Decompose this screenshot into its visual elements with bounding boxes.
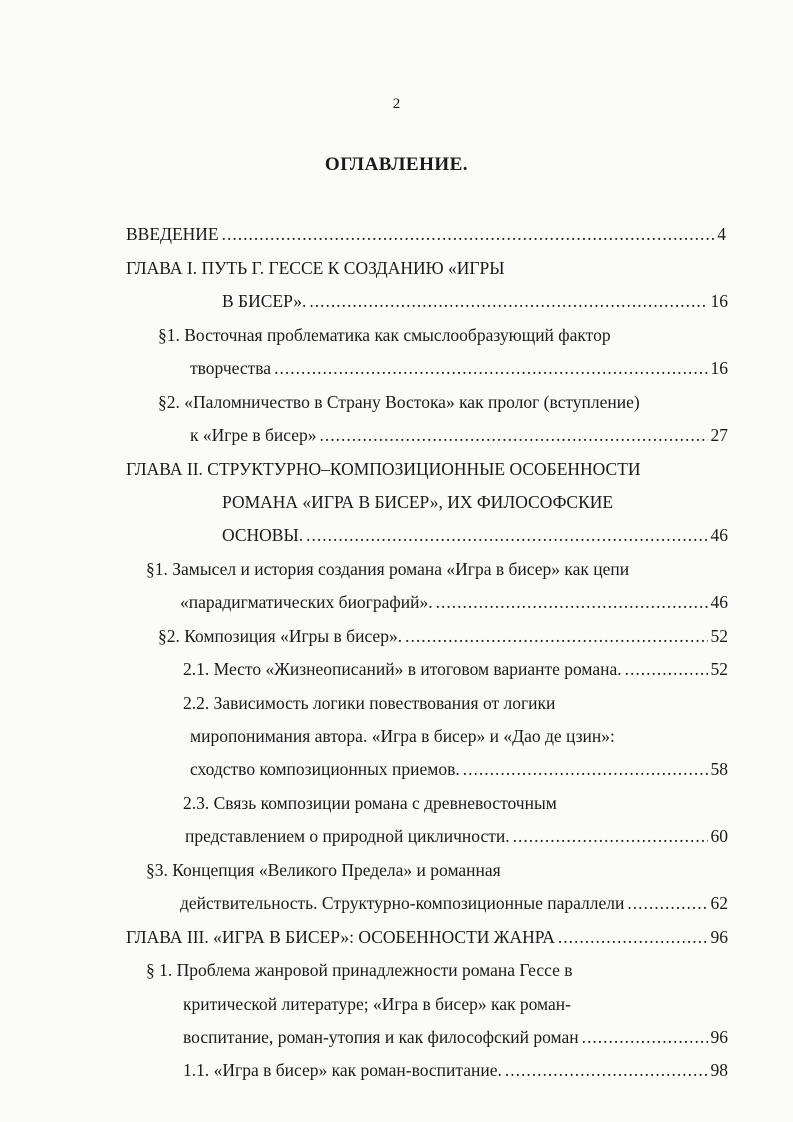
toc-entry-page: 4 xyxy=(717,224,726,244)
toc-entry-page: 16 xyxy=(710,291,728,311)
toc-entry-text: В БИСЕР». xyxy=(222,291,307,311)
toc-entry-text: §1. Замысел и история создания романа «Игра в бисер» как цепи xyxy=(146,559,630,579)
toc-leader-dots xyxy=(582,1020,708,1054)
toc-entry xyxy=(158,318,611,352)
toc-leader-dots xyxy=(320,418,708,452)
toc-leader-dots xyxy=(505,1053,708,1087)
toc-entry-text: §2. Композиция «Игры в бисер». xyxy=(158,626,403,646)
toc-entry-text: представлением о природной цикличности. xyxy=(185,826,510,846)
toc-entry-page: 27 xyxy=(710,425,728,445)
toc-entry-text: 1.1. «Игра в бисер» как роман-воспитание. xyxy=(183,1060,502,1080)
toc-entry-text: РОМАНА «ИГРА В БИСЕР», ИХ ФИЛОСОФСКИЕ xyxy=(222,492,614,512)
toc-entry-text: §2. «Паломничество в Страну Востока» как пролог (вступление) xyxy=(158,392,640,412)
toc-entry xyxy=(158,385,640,419)
toc-entry xyxy=(126,217,726,251)
toc-entry-page: 16 xyxy=(710,358,728,378)
toc-entry-page: 62 xyxy=(710,893,728,913)
toc-entry xyxy=(190,418,728,452)
toc-entry-page: 46 xyxy=(710,592,728,612)
toc-entry xyxy=(222,518,728,552)
toc-entry-page: 96 xyxy=(710,927,728,947)
toc-entry-text: к «Игре в бисер» xyxy=(190,425,317,445)
toc-entry xyxy=(180,886,728,920)
toc-entry xyxy=(222,485,613,519)
toc-entry xyxy=(146,953,573,987)
toc-entry xyxy=(126,251,505,285)
toc-entry xyxy=(146,853,501,887)
toc-leader-dots xyxy=(625,652,708,686)
toc-entry xyxy=(190,719,615,753)
toc-entry xyxy=(146,552,629,586)
toc-entry-text: § 1. Проблема жанровой принадлежности романа Гессе в xyxy=(146,960,573,980)
toc-leader-dots xyxy=(222,217,715,251)
toc-entry-text: «парадигматических биографий». xyxy=(180,592,433,612)
toc-entry xyxy=(126,920,728,954)
toc-entry-text: 2.3. Связь композиции романа с древневосточным xyxy=(183,793,557,813)
toc-entry-text: 2.2. Зависимость логики повествования от логики xyxy=(183,693,556,713)
toc-entry-text: миропонимания автора. «Игра в бисер» и «Дао де цзин»: xyxy=(190,726,615,746)
toc-leader-dots xyxy=(405,619,707,653)
toc-entry xyxy=(183,652,728,686)
toc-entry xyxy=(222,284,728,318)
toc-leader-dots xyxy=(513,819,708,853)
toc-title: ОГЛАВЛЕНИЕ. xyxy=(324,154,469,175)
toc-leader-dots xyxy=(558,920,708,954)
toc-entry-text: критической литературе; «Игра в бисер» как роман- xyxy=(183,994,571,1014)
toc-leader-dots xyxy=(306,518,707,552)
toc-entry-text: ГЛАВА III. «ИГРА В БИСЕР»: ОСОБЕННОСТИ ЖАНРА xyxy=(126,927,555,947)
toc-leader-dots xyxy=(274,351,707,385)
toc-entry-text: ГЛАВА I. ПУТЬ Г. ГЕССЕ К СОЗДАНИЮ «ИГРЫ xyxy=(126,258,505,278)
page-number: 2 xyxy=(392,96,401,112)
toc-entry xyxy=(183,786,557,820)
toc-entry-text: воспитание, роман-утопия и как философский роман xyxy=(183,1027,579,1047)
toc-entry-page: 52 xyxy=(710,659,728,679)
toc-leader-dots xyxy=(463,752,708,786)
toc-leader-dots xyxy=(436,585,708,619)
toc-entry-page: 46 xyxy=(710,525,728,545)
toc-entry-page: 60 xyxy=(710,826,728,846)
toc-entry-text: ГЛАВА II. СТРУКТУРНО–КОМПОЗИЦИОННЫЕ ОСОБЕННОСТИ xyxy=(126,459,641,479)
toc-entry-text: ВВЕДЕНИЕ xyxy=(126,224,219,244)
toc-entry xyxy=(183,1053,728,1087)
toc-entry-page: 96 xyxy=(710,1027,728,1047)
toc-entry xyxy=(183,987,571,1021)
toc-entry-text: 2.1. Место «Жизнеописаний» в итоговом варианте романа. xyxy=(183,659,622,679)
toc-entry-text: сходство композиционных приемов. xyxy=(190,759,460,779)
toc-entry-text: творчества xyxy=(190,358,272,378)
toc-entry xyxy=(180,585,728,619)
toc-leader-dots xyxy=(309,284,707,318)
toc-entry xyxy=(183,1020,728,1054)
toc-leader-dots xyxy=(627,886,707,920)
toc-entry xyxy=(190,752,728,786)
toc-entry-text: ОСНОВЫ. xyxy=(222,525,304,545)
toc-entry-page: 52 xyxy=(710,626,728,646)
toc-entry-page: 98 xyxy=(710,1060,728,1080)
toc-entry xyxy=(183,686,555,720)
toc-entry xyxy=(190,351,728,385)
toc-entry-text: §1. Восточная проблематика как смыслообразующий фактор xyxy=(158,325,611,345)
toc-entry-text: §3. Концепция «Великого Предела» и романная xyxy=(146,860,501,880)
toc-entry xyxy=(126,452,641,486)
toc-entry-text: действительность. Структурно-композиционные параллели xyxy=(180,893,625,913)
toc-entry xyxy=(158,619,728,653)
toc-entry-page: 58 xyxy=(710,759,728,779)
toc-entry xyxy=(185,819,728,853)
